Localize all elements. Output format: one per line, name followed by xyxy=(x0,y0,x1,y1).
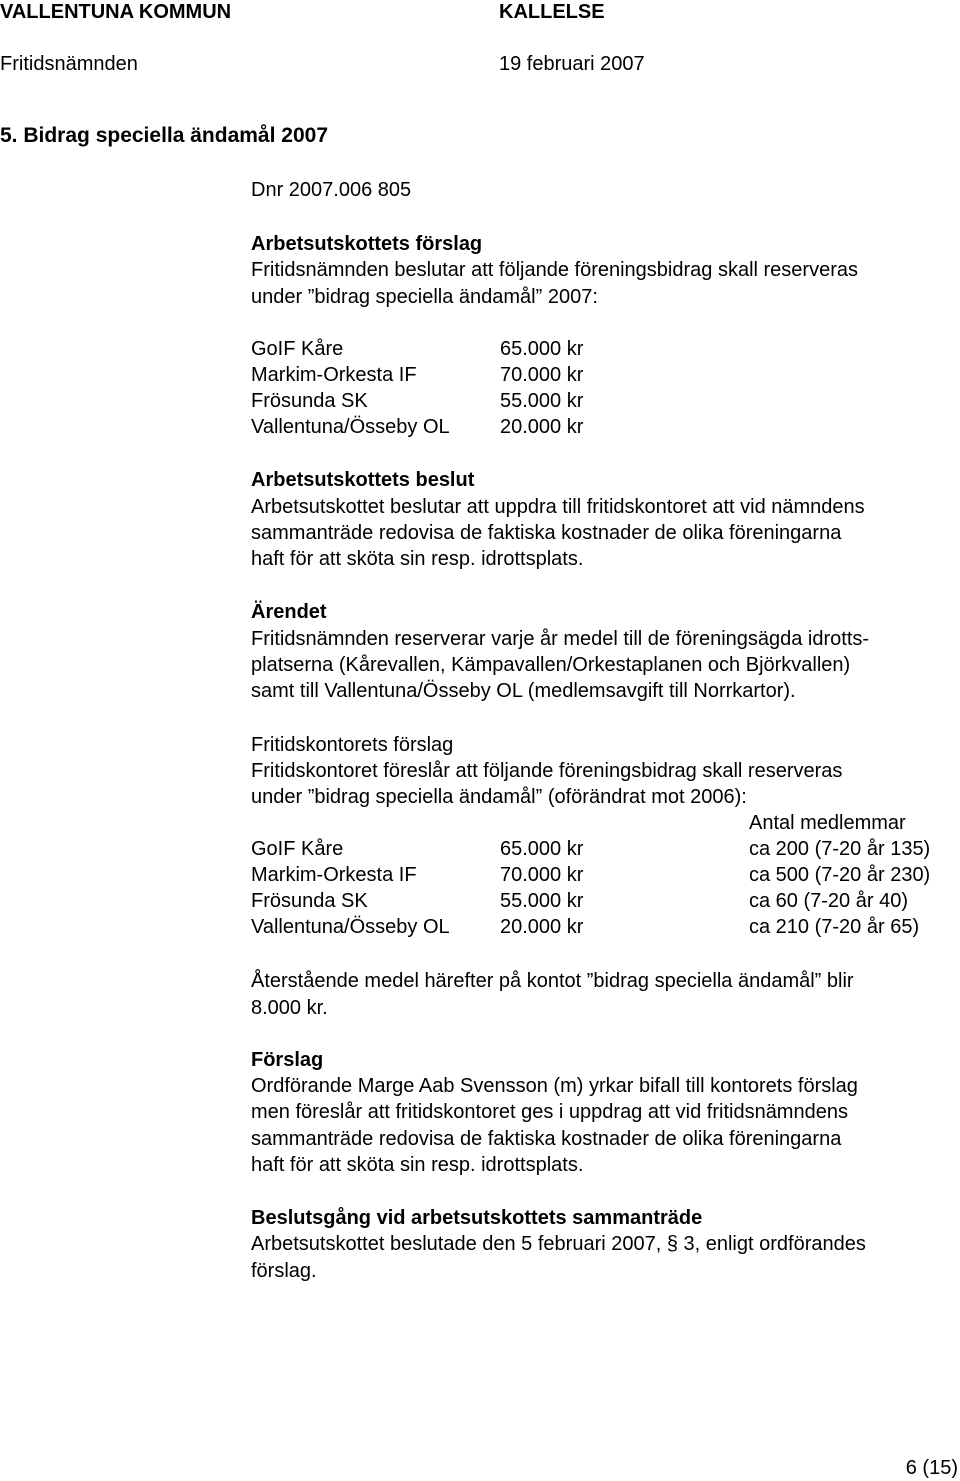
au-decision-heading: Arbetsutskottets beslut xyxy=(251,469,475,491)
club-members: ca 60 (7-20 år 40) xyxy=(749,890,908,912)
au-decision-line: sammanträde redovisa de faktiska kostnader de olika föreningarna xyxy=(251,522,842,544)
club-amount: 20.000 kr xyxy=(500,416,584,438)
club-name: GoIF Kåre xyxy=(251,338,344,360)
club-amount: 70.000 kr xyxy=(500,364,584,386)
club-name: GoIF Kåre xyxy=(251,838,344,860)
office-proposal-heading: Fritidskontorets förslag xyxy=(251,734,454,756)
club-amount: 65.000 kr xyxy=(500,338,584,360)
club-amount: 20.000 kr xyxy=(500,916,584,938)
motion-heading: Förslag xyxy=(251,1049,324,1071)
matter-line: samt till Vallentuna/Össeby OL (medlemsavgift till Norrkartor). xyxy=(251,680,796,702)
committee-name: Fritidsnämnden xyxy=(0,53,138,75)
club-name: Vallentuna/Össeby OL xyxy=(251,916,450,938)
diary-number: Dnr 2007.006 805 xyxy=(251,179,412,201)
au-proposal-line: under ”bidrag speciella ändamål” 2007: xyxy=(251,286,598,308)
matter-line: Fritidsnämnden reserverar varje år medel till de föreningsägda idrotts- xyxy=(251,628,870,650)
office-proposal-line: Fritidskontoret föreslår att följande föreningsbidrag skall reserveras xyxy=(251,760,843,782)
club-amount: 55.000 kr xyxy=(500,890,584,912)
motion-line: men föreslår att fritidskontoret ges i uppdrag att vid fritidsnämndens xyxy=(251,1101,848,1123)
matter-heading: Ärendet xyxy=(251,601,327,623)
item-title: 5. Bidrag speciella ändamål 2007 xyxy=(0,124,329,147)
au-proposal-heading: Arbetsutskottets förslag xyxy=(251,233,483,255)
au-decision-line: haft för att sköta sin resp. idrottsplats. xyxy=(251,548,584,570)
remaining-funds-line: Återstående medel härefter på kontot ”bidrag speciella ändamål” blir xyxy=(251,970,854,992)
club-members: ca 200 (7-20 år 135) xyxy=(749,838,931,860)
au-decision-line: Arbetsutskottet beslutar att uppdra till fritidskontoret att vid nämndens xyxy=(251,496,865,518)
document-type: KALLELSE xyxy=(499,1,605,23)
page-number: 6 (15) xyxy=(905,1457,958,1479)
club-members: ca 210 (7-20 år 65) xyxy=(749,916,920,938)
club-name: Vallentuna/Össeby OL xyxy=(251,416,450,438)
club-name: Frösunda SK xyxy=(251,390,368,412)
club-name: Markim-Orkesta IF xyxy=(251,364,417,386)
club-amount: 70.000 kr xyxy=(500,864,584,886)
procedure-line: förslag. xyxy=(251,1260,317,1282)
club-name: Markim-Orkesta IF xyxy=(251,864,417,886)
motion-line: Ordförande Marge Aab Svensson (m) yrkar bifall till kontorets förslag xyxy=(251,1075,858,1097)
procedure-heading: Beslutsgång vid arbetsutskottets sammanträde xyxy=(251,1207,703,1229)
club-amount: 65.000 kr xyxy=(500,838,584,860)
club-name: Frösunda SK xyxy=(251,890,368,912)
club-amount: 55.000 kr xyxy=(500,390,584,412)
procedure-line: Arbetsutskottet beslutade den 5 februari 2007, § 3, enligt ordförandes xyxy=(251,1233,866,1255)
organization-name: VALLENTUNA KOMMUN xyxy=(0,1,232,23)
members-column-header: Antal medlemmar xyxy=(749,812,906,834)
motion-line: haft för att sköta sin resp. idrottsplats. xyxy=(251,1154,584,1176)
meeting-date: 19 februari 2007 xyxy=(499,53,645,75)
office-proposal-line: under ”bidrag speciella ändamål” (oförändrat mot 2006): xyxy=(251,786,747,808)
matter-line: platserna (Kårevallen, Kämpavallen/Orkestaplanen och Björkvallen) xyxy=(251,654,851,676)
motion-line: sammanträde redovisa de faktiska kostnader de olika föreningarna xyxy=(251,1128,842,1150)
remaining-funds-line: 8.000 kr. xyxy=(251,997,328,1019)
club-members: ca 500 (7-20 år 230) xyxy=(749,864,931,886)
au-proposal-line: Fritidsnämnden beslutar att följande föreningsbidrag skall reserveras xyxy=(251,259,858,281)
